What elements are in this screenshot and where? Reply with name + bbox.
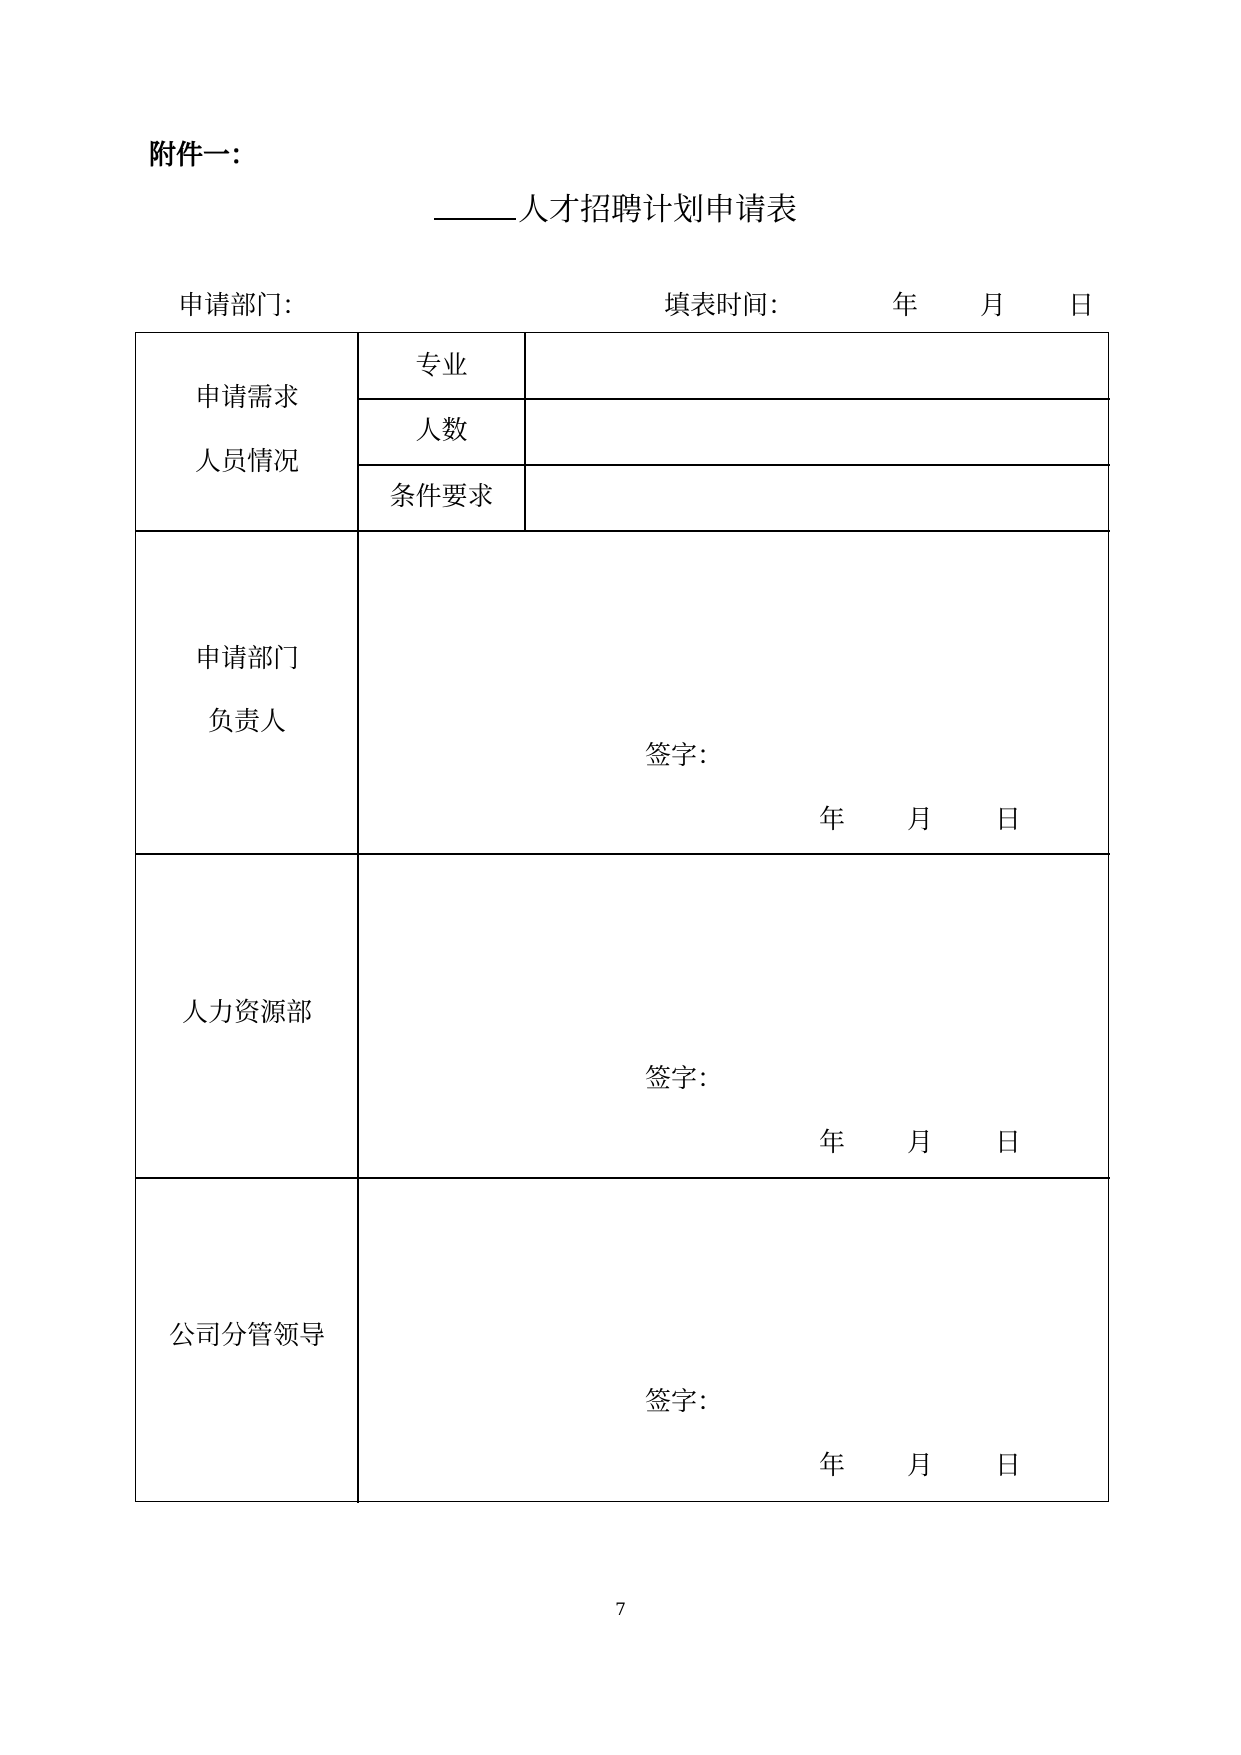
dept-head-year-label: 年 bbox=[819, 805, 846, 835]
dept-head-day-label: 日 bbox=[995, 805, 1022, 835]
hr-month-label: 月 bbox=[907, 1128, 934, 1158]
dept-head-label-line2: 负责人 bbox=[207, 707, 286, 737]
requirement-label-line2: 人员情况 bbox=[194, 447, 299, 477]
department-label: 申请部门： bbox=[178, 291, 309, 321]
header-year-label: 年 bbox=[892, 291, 919, 321]
req-row-divider-2 bbox=[357, 464, 1110, 466]
page-number: 7 bbox=[615, 1600, 626, 1620]
application-form-table bbox=[135, 332, 1109, 1502]
leader-sign-label: 签字： bbox=[645, 1387, 724, 1417]
hr-year-label: 年 bbox=[819, 1128, 846, 1158]
section-divider-1 bbox=[136, 530, 1110, 532]
form-title bbox=[434, 184, 797, 229]
dept-head-month-label: 月 bbox=[907, 805, 934, 835]
hr-sign-label: 签字： bbox=[645, 1064, 724, 1094]
requirement-label-line1: 申请需求 bbox=[194, 383, 299, 413]
fill-time-label: 填表时间： bbox=[664, 291, 795, 321]
leader-label: 公司分管领导 bbox=[168, 1321, 325, 1351]
title-blank-field[interactable] bbox=[434, 190, 516, 220]
attachment-label: 附件一： bbox=[149, 140, 257, 171]
header-day-label: 日 bbox=[1068, 291, 1095, 321]
req-row-divider-1 bbox=[357, 398, 1110, 400]
section-divider-2 bbox=[136, 853, 1110, 855]
header-month-label: 月 bbox=[980, 291, 1007, 321]
hr-dept-label: 人力资源部 bbox=[181, 998, 312, 1028]
leader-month-label: 月 bbox=[907, 1451, 934, 1481]
requirements-label: 条件要求 bbox=[389, 482, 494, 512]
headcount-label: 人数 bbox=[415, 416, 468, 446]
form-title-text: 人才招聘计划申请表 bbox=[518, 192, 797, 228]
dept-head-label-line1: 申请部门 bbox=[194, 644, 299, 674]
hr-day-label: 日 bbox=[995, 1128, 1022, 1158]
leader-day-label: 日 bbox=[995, 1451, 1022, 1481]
leader-year-label: 年 bbox=[819, 1451, 846, 1481]
major-label: 专业 bbox=[415, 351, 468, 381]
dept-head-sign-label: 签字： bbox=[645, 741, 724, 771]
section-divider-3 bbox=[136, 1177, 1110, 1179]
